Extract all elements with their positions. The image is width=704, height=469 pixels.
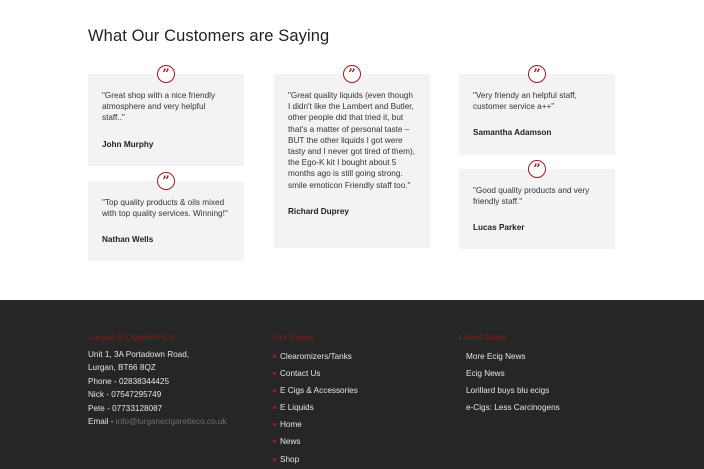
email-label: Email - (88, 417, 116, 427)
testimonial-card (459, 162, 615, 249)
testimonial-quote: "Top quality products & oils mixed with top quality services. Winning!" (102, 198, 228, 219)
footer-pages-column (273, 332, 358, 468)
testimonial-author: Samantha Adamson (473, 128, 552, 138)
footer-contact-column (88, 332, 226, 428)
email-link[interactable]: info@lurganecigaretteco.co.uk (115, 417, 227, 427)
footer-pages-heading: Our Pages (273, 332, 315, 342)
footer-news-list (459, 348, 560, 416)
quote-icon: ” (157, 172, 175, 190)
footer-news-heading: Latest News (459, 332, 507, 342)
address-line-1: Unit 1, 3A Portadown Road, (88, 350, 190, 359)
testimonial-author: Nathan Wells (102, 235, 154, 245)
news-link[interactable]: e-Cigs: Less Carcinogens (466, 403, 560, 413)
footer-link-home[interactable]: Home (273, 416, 358, 433)
footer-link-contact[interactable]: Contact Us (273, 365, 358, 382)
testimonial-author: Richard Duprey (288, 206, 349, 216)
footer-link-ecigs[interactable]: E Cigs & Accessories (273, 382, 358, 399)
testimonial-card (274, 67, 430, 248)
quote-icon: ” (528, 65, 546, 83)
site-footer (0, 300, 704, 469)
testimonial-card (88, 174, 244, 261)
testimonial-quote: "Great shop with a nice friendly atmosphere and very helpful staff.." (102, 91, 216, 123)
quote-icon: ” (528, 160, 546, 178)
news-link[interactable]: Lorillard buys blu ecigs (466, 386, 550, 396)
testimonial-quote: "Great quality liquids (even though I didn't like the Lambert and Butler, other people did that tried it, but that's a matter of personal taste – BUT the other liquids I got were tasty and I never got tired of them), the Ego-K kit I bought about 5 months ago is still going strong. smile emoticon Friendly staff too." (288, 91, 415, 190)
quote-icon: ” (343, 65, 361, 83)
email-line (88, 415, 226, 428)
testimonial-quote: "Very friendy an helpful staff, customer service a++" (473, 91, 577, 112)
footer-link-eliquids[interactable]: E Liquids (273, 399, 358, 416)
testimonial-quote: "Good quality products and very friendly staff." (473, 186, 590, 207)
footer-pages-list (273, 348, 358, 468)
footer-contact-heading: Lurgan E Cigarette Co. (88, 332, 176, 342)
testimonials-title: What Our Customers are Saying (88, 27, 330, 45)
news-link[interactable]: More Ecig News (466, 352, 526, 361)
testimonial-author: John Murphy (102, 139, 154, 149)
footer-link-news[interactable]: News (273, 433, 358, 450)
pete-phone: Pete - 07733128087 (88, 403, 163, 413)
footer-news-column (459, 332, 560, 416)
address-line-2: Lurgan, BT66 8QZ (88, 363, 156, 373)
testimonial-author: Lucas Parker (473, 223, 525, 233)
quote-icon: ” (157, 65, 175, 83)
phone-number: Phone - 02838344425 (88, 376, 170, 386)
news-link[interactable]: Ecig News (466, 369, 505, 379)
footer-link-clearomizers[interactable]: Clearomizers/Tanks (273, 348, 358, 365)
testimonial-card (88, 67, 244, 166)
nick-phone: Nick - 07547295749 (88, 390, 162, 400)
footer-link-shop[interactable]: Shop (273, 451, 358, 468)
testimonial-card (459, 67, 615, 155)
